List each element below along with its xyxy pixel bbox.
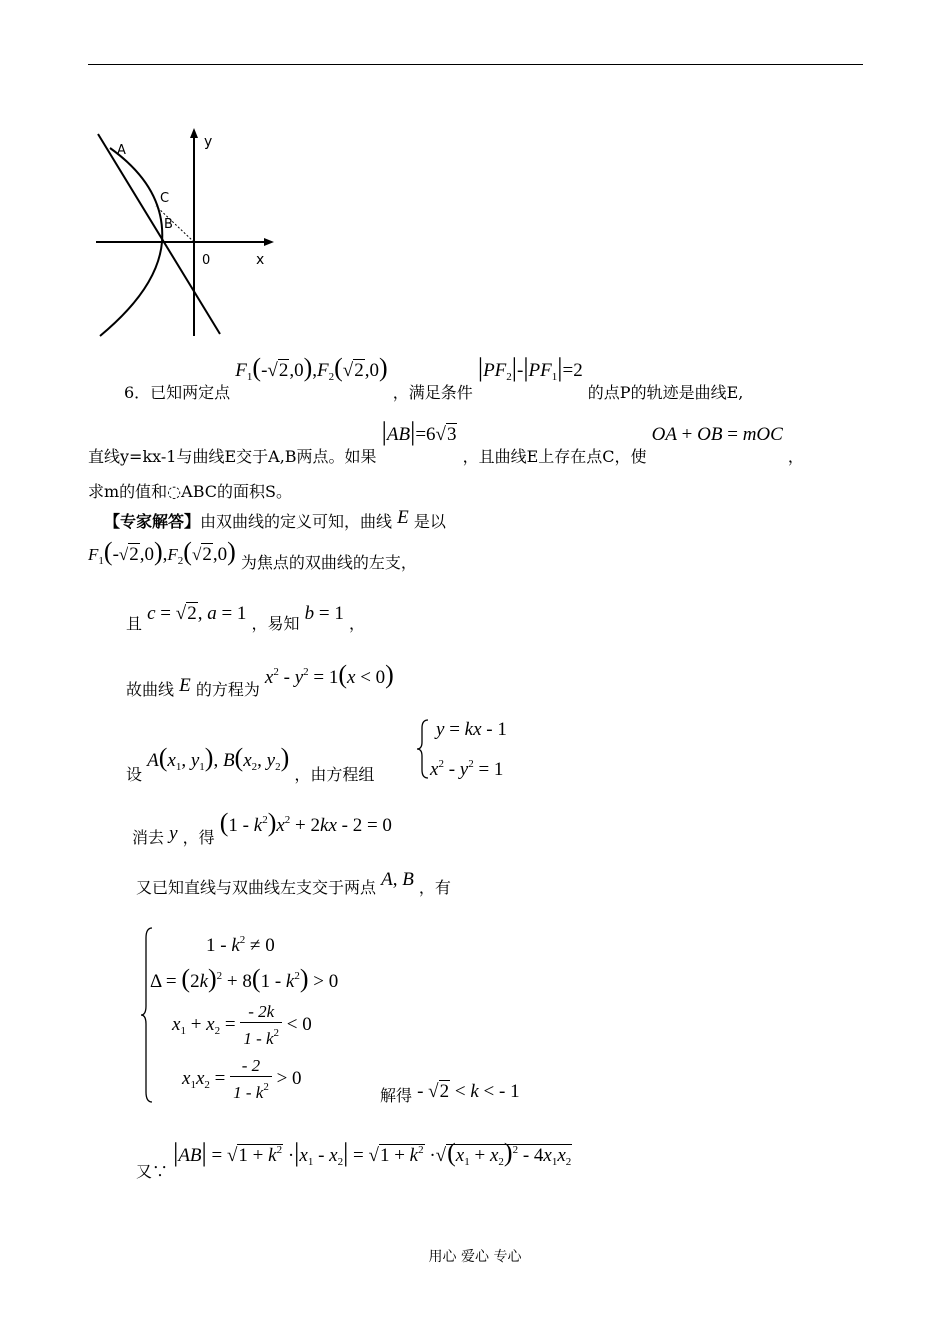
condition-expression: $|PF_2|-|PF_1|=2$ [477, 353, 583, 383]
label-origin: 0 [202, 253, 211, 268]
points-ab: A, B [381, 869, 414, 890]
system-equation-2: $x^2 - y^2 = 1$ [430, 758, 504, 780]
curve-e-2: E [179, 675, 191, 696]
comma-text: ， [787, 447, 804, 466]
you-text: ，有 [418, 878, 451, 897]
foci-tail: 为焦点的双曲线的左支， [240, 553, 417, 572]
qie-text: 且 [126, 614, 143, 633]
points-ab-expression: $A(x_1$, $y_1$), $B(x_2$, $y_2$) [147, 743, 290, 773]
line-y-kx-1 [98, 134, 220, 334]
solution-line-6 [132, 808, 392, 850]
de-text: ，得 [182, 828, 215, 847]
b-expression: b = 1 [304, 603, 344, 624]
foci-expression-2: $F_1(-√2,0),F_2(√2,0)$ [88, 537, 236, 567]
you2-text: 又∵ [136, 1162, 169, 1181]
foci-expression: $F_1(-√2,0),F_2(√2,0)$ [235, 353, 388, 383]
system-text: ，由方程组 [294, 765, 375, 784]
solution-line-7 [136, 869, 451, 900]
point-c-text: ，且曲线E上存在点C，使 [462, 447, 647, 466]
var-y: y [169, 823, 178, 844]
solution-line-8 [136, 1138, 572, 1184]
solution-line-1 [104, 507, 446, 534]
hyperbola-figure [88, 118, 278, 340]
locus-text: 的点P的轨迹是曲线E, [587, 383, 744, 402]
y-axis-arrow [190, 128, 198, 138]
x-axis-arrow [264, 238, 274, 246]
curve-e: E [397, 507, 409, 528]
footer: 用心 爱心 专心 [428, 1249, 522, 1265]
system-equation-1: y = kx - 1 [436, 719, 507, 740]
vector-expression: OA + OB = mOC [651, 424, 783, 445]
you-known-text: 又已知直线与双曲线左支交于两点 [136, 878, 377, 897]
condition-4: $x_1x_2$ = $\frac{- 2}{1 - k^2}$ > 0 [182, 1056, 302, 1102]
k-range: - √2 < k < - 1 [417, 1081, 520, 1102]
conditions-brace [140, 926, 154, 1104]
solution-tag: 【专家解答】 [104, 512, 201, 531]
problem-line-1 [124, 353, 744, 405]
label-y: y [204, 134, 213, 150]
condition-3: $x_1 + x_2$ = $\frac{- 2k}{1 - k^2}$ < 0 [172, 1002, 312, 1048]
fangcheng-text: 的方程为 [195, 680, 260, 699]
she-text: 设 [126, 765, 143, 784]
solution-line-4 [126, 660, 394, 702]
ab-length-formula: $|AB| = √1 + k^2 \cdot|x_1 - x_2| = √1 + k^2 \cdot√(x_1 + x_2)^2 - 4x_1x_2$ [173, 1138, 572, 1168]
ab-length-expression: |AB|=6√3 [381, 417, 457, 446]
solution-line-5 [126, 743, 375, 787]
solution-line-2 [88, 537, 417, 575]
c-a-expression: c = √2, a = 1 [147, 603, 247, 624]
xiaoqu-text: 消去 [132, 828, 165, 847]
system-brace [416, 718, 430, 780]
quadratic-equation: $(1 - k^2)x^2 + 2kx - 2 = 0$ [219, 808, 392, 837]
solution-intro: 由双曲线的定义可知，曲线 [200, 512, 393, 531]
solution-result [380, 1081, 520, 1108]
problem-number: 6．已知两定点 [124, 383, 231, 402]
jiede-text: 解得 [380, 1086, 413, 1105]
intro-tail: 是以 [413, 512, 446, 531]
problem-line-2 [88, 417, 804, 469]
condition-2: $\Delta = (2k)^2 + 8(1 - k^2) > 0$ [150, 964, 339, 993]
label-a: A [117, 143, 126, 158]
yizhi-text: ，易知 [251, 614, 300, 633]
label-x: x [256, 252, 265, 268]
label-b: B [164, 217, 173, 232]
line-text: 直线y=kx-1与曲线E交于A,B两点。如果 [88, 447, 377, 466]
condition-text: ，满足条件 [392, 383, 473, 402]
problem-line-3 [88, 480, 292, 504]
comma-text-2: ， [348, 614, 365, 633]
gu-text: 故曲线 [126, 680, 175, 699]
question-text: 求m的值和◌ABC的面积S。 [88, 482, 292, 501]
solution-line-3 [126, 603, 365, 636]
label-c: C [160, 191, 170, 206]
condition-1: $1 - k^2 \ne 0$ [206, 934, 275, 956]
header-rule [88, 64, 863, 65]
hyperbola-equation: $x^2 - y^2 = 1(x < 0)$ [264, 660, 394, 689]
